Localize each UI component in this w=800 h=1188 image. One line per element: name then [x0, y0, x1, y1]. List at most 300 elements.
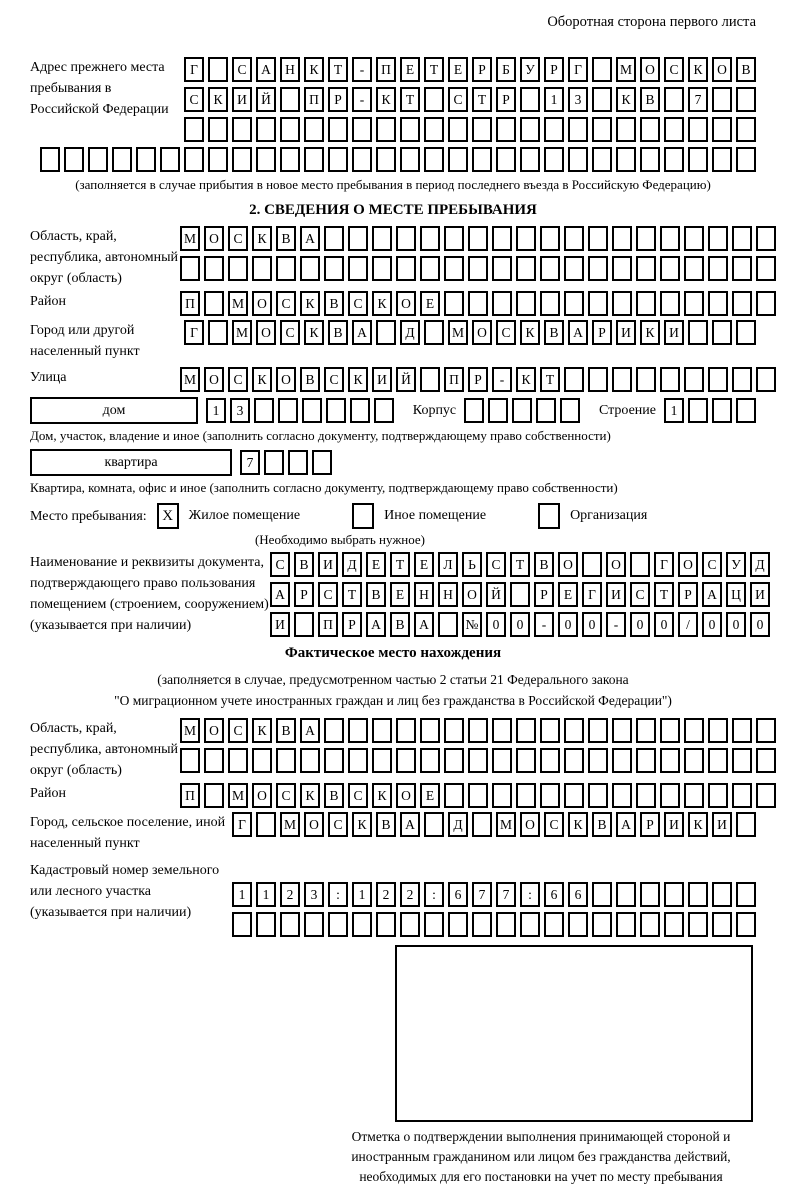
char-cell[interactable]: 3 [230, 398, 250, 423]
char-cell[interactable] [612, 291, 632, 316]
char-cell[interactable]: В [276, 718, 296, 743]
char-cell[interactable] [756, 256, 776, 281]
char-cell[interactable]: - [352, 57, 372, 82]
char-cell[interactable] [400, 147, 420, 172]
char-cell[interactable] [588, 748, 608, 773]
char-cell[interactable]: С [544, 812, 564, 837]
char-cell[interactable]: 0 [630, 612, 650, 637]
char-cell[interactable] [492, 256, 512, 281]
char-cell[interactable] [664, 117, 684, 142]
char-cell[interactable] [496, 147, 516, 172]
char-cell[interactable]: 0 [510, 612, 530, 637]
char-cell[interactable]: В [328, 320, 348, 345]
char-cell[interactable]: - [492, 367, 512, 392]
char-cell[interactable]: А [568, 320, 588, 345]
char-cell[interactable] [208, 147, 228, 172]
char-cell[interactable] [400, 117, 420, 142]
char-cell[interactable] [736, 117, 756, 142]
char-cell[interactable]: В [640, 87, 660, 112]
char-cell[interactable]: О [304, 812, 324, 837]
char-cell[interactable] [756, 748, 776, 773]
char-cell[interactable] [536, 398, 556, 423]
char-cell[interactable]: Е [390, 582, 410, 607]
char-cell[interactable] [712, 147, 732, 172]
char-cell[interactable] [420, 256, 440, 281]
char-cell[interactable] [712, 320, 732, 345]
char-cell[interactable] [276, 256, 296, 281]
char-cell[interactable]: 7 [688, 87, 708, 112]
char-cell[interactable]: 7 [472, 882, 492, 907]
char-cell[interactable] [684, 256, 704, 281]
char-cell[interactable] [564, 256, 584, 281]
char-cell[interactable] [684, 367, 704, 392]
char-cell[interactable]: О [712, 57, 732, 82]
char-cell[interactable]: С [448, 87, 468, 112]
checkbox-residential[interactable]: X [157, 503, 179, 529]
char-cell[interactable] [424, 320, 444, 345]
char-cell[interactable] [636, 748, 656, 773]
char-cell[interactable]: Т [328, 57, 348, 82]
char-cell[interactable] [304, 912, 324, 937]
char-cell[interactable]: 0 [702, 612, 722, 637]
char-cell[interactable]: П [304, 87, 324, 112]
char-cell[interactable] [348, 226, 368, 251]
char-cell[interactable] [88, 147, 108, 172]
char-cell[interactable] [444, 718, 464, 743]
char-cell[interactable]: О [276, 367, 296, 392]
char-cell[interactable] [640, 147, 660, 172]
char-cell[interactable]: О [678, 552, 698, 577]
char-cell[interactable] [448, 912, 468, 937]
char-cell[interactable] [540, 783, 560, 808]
char-cell[interactable] [736, 912, 756, 937]
char-cell[interactable] [736, 87, 756, 112]
char-cell[interactable]: Л [438, 552, 458, 577]
char-cell[interactable] [564, 783, 584, 808]
char-cell[interactable]: 0 [558, 612, 578, 637]
char-cell[interactable] [424, 812, 444, 837]
char-cell[interactable]: П [180, 291, 200, 316]
char-cell[interactable]: А [352, 320, 372, 345]
char-cell[interactable] [640, 117, 660, 142]
char-cell[interactable] [112, 147, 132, 172]
char-cell[interactable]: М [616, 57, 636, 82]
char-cell[interactable]: В [294, 552, 314, 577]
char-cell[interactable] [736, 320, 756, 345]
char-cell[interactable] [326, 398, 346, 423]
char-cell[interactable]: А [270, 582, 290, 607]
char-cell[interactable]: О [520, 812, 540, 837]
char-cell[interactable] [324, 256, 344, 281]
char-cell[interactable] [324, 718, 344, 743]
char-cell[interactable]: В [534, 552, 554, 577]
char-cell[interactable]: С [232, 57, 252, 82]
char-cell[interactable] [564, 291, 584, 316]
char-cell[interactable] [444, 783, 464, 808]
char-cell[interactable] [64, 147, 84, 172]
char-cell[interactable] [232, 912, 252, 937]
char-cell[interactable] [374, 398, 394, 423]
char-cell[interactable] [660, 783, 680, 808]
char-cell[interactable] [510, 582, 530, 607]
char-cell[interactable]: К [304, 320, 324, 345]
char-cell[interactable]: В [544, 320, 564, 345]
char-cell[interactable]: В [300, 367, 320, 392]
char-cell[interactable]: № [462, 612, 482, 637]
char-cell[interactable]: М [232, 320, 252, 345]
char-cell[interactable] [516, 718, 536, 743]
char-cell[interactable] [372, 718, 392, 743]
char-cell[interactable]: Ь [462, 552, 482, 577]
char-cell[interactable]: И [616, 320, 636, 345]
char-cell[interactable] [464, 398, 484, 423]
char-cell[interactable] [252, 256, 272, 281]
char-cell[interactable]: : [328, 882, 348, 907]
char-cell[interactable] [544, 117, 564, 142]
char-cell[interactable]: С [328, 812, 348, 837]
char-cell[interactable]: К [640, 320, 660, 345]
confirmation-mark-box[interactable] [395, 945, 753, 1122]
char-cell[interactable] [348, 718, 368, 743]
char-cell[interactable] [520, 147, 540, 172]
char-cell[interactable]: Г [184, 320, 204, 345]
char-cell[interactable]: 7 [496, 882, 516, 907]
char-cell[interactable] [520, 87, 540, 112]
char-cell[interactable] [444, 256, 464, 281]
char-cell[interactable] [588, 718, 608, 743]
char-cell[interactable] [664, 147, 684, 172]
char-cell[interactable]: 0 [750, 612, 770, 637]
char-cell[interactable]: Т [424, 57, 444, 82]
char-cell[interactable] [616, 882, 636, 907]
char-cell[interactable] [264, 450, 284, 475]
char-cell[interactable] [564, 718, 584, 743]
char-cell[interactable]: - [534, 612, 554, 637]
char-cell[interactable] [376, 320, 396, 345]
char-cell[interactable]: И [712, 812, 732, 837]
char-cell[interactable]: К [568, 812, 588, 837]
char-cell[interactable]: Й [396, 367, 416, 392]
char-cell[interactable] [376, 117, 396, 142]
char-cell[interactable]: О [472, 320, 492, 345]
char-cell[interactable] [396, 718, 416, 743]
char-cell[interactable] [256, 912, 276, 937]
char-cell[interactable] [232, 147, 252, 172]
char-cell[interactable] [516, 783, 536, 808]
char-cell[interactable]: 2 [400, 882, 420, 907]
char-cell[interactable] [40, 147, 60, 172]
char-cell[interactable]: К [208, 87, 228, 112]
char-cell[interactable]: А [300, 226, 320, 251]
char-cell[interactable] [256, 117, 276, 142]
char-cell[interactable]: Г [654, 552, 674, 577]
char-cell[interactable]: И [750, 582, 770, 607]
char-cell[interactable]: С [348, 291, 368, 316]
char-cell[interactable] [444, 226, 464, 251]
char-cell[interactable]: 0 [582, 612, 602, 637]
char-cell[interactable]: А [300, 718, 320, 743]
char-cell[interactable] [204, 291, 224, 316]
char-cell[interactable] [544, 912, 564, 937]
char-cell[interactable] [468, 748, 488, 773]
char-cell[interactable]: И [606, 582, 626, 607]
char-cell[interactable] [516, 256, 536, 281]
char-cell[interactable]: О [204, 226, 224, 251]
char-cell[interactable] [184, 117, 204, 142]
char-cell[interactable] [512, 398, 532, 423]
char-cell[interactable]: И [664, 320, 684, 345]
char-cell[interactable]: Т [654, 582, 674, 607]
char-cell[interactable] [568, 912, 588, 937]
char-cell[interactable]: О [252, 291, 272, 316]
char-cell[interactable]: 3 [304, 882, 324, 907]
char-cell[interactable] [568, 147, 588, 172]
char-cell[interactable] [204, 256, 224, 281]
char-cell[interactable]: П [180, 783, 200, 808]
char-cell[interactable] [708, 718, 728, 743]
char-cell[interactable]: И [372, 367, 392, 392]
char-cell[interactable] [204, 783, 224, 808]
char-cell[interactable]: 6 [544, 882, 564, 907]
char-cell[interactable]: Р [640, 812, 660, 837]
char-cell[interactable]: С [228, 367, 248, 392]
char-cell[interactable] [472, 147, 492, 172]
char-cell[interactable] [736, 398, 756, 423]
char-cell[interactable] [660, 367, 680, 392]
char-cell[interactable] [372, 226, 392, 251]
char-cell[interactable]: С [630, 582, 650, 607]
char-cell[interactable] [496, 117, 516, 142]
char-cell[interactable] [712, 398, 732, 423]
char-cell[interactable] [684, 226, 704, 251]
char-cell[interactable]: 1 [206, 398, 226, 423]
char-cell[interactable] [280, 912, 300, 937]
char-cell[interactable]: Д [750, 552, 770, 577]
char-cell[interactable] [708, 256, 728, 281]
char-cell[interactable] [204, 748, 224, 773]
char-cell[interactable]: 7 [240, 450, 260, 475]
char-cell[interactable]: Е [414, 552, 434, 577]
char-cell[interactable]: Т [342, 582, 362, 607]
char-cell[interactable] [540, 226, 560, 251]
char-cell[interactable]: К [688, 812, 708, 837]
char-cell[interactable] [612, 783, 632, 808]
char-cell[interactable] [540, 748, 560, 773]
char-cell[interactable]: Т [472, 87, 492, 112]
char-cell[interactable] [640, 912, 660, 937]
char-cell[interactable] [208, 57, 228, 82]
char-cell[interactable] [712, 882, 732, 907]
char-cell[interactable]: С [324, 367, 344, 392]
char-cell[interactable]: А [256, 57, 276, 82]
char-cell[interactable] [424, 117, 444, 142]
char-cell[interactable] [732, 291, 752, 316]
char-cell[interactable]: 3 [568, 87, 588, 112]
char-cell[interactable] [468, 783, 488, 808]
char-cell[interactable] [228, 748, 248, 773]
char-cell[interactable]: : [520, 882, 540, 907]
char-cell[interactable]: Р [342, 612, 362, 637]
char-cell[interactable]: П [376, 57, 396, 82]
char-cell[interactable] [588, 783, 608, 808]
char-cell[interactable] [208, 320, 228, 345]
char-cell[interactable]: К [520, 320, 540, 345]
char-cell[interactable]: М [180, 226, 200, 251]
char-cell[interactable] [708, 748, 728, 773]
char-cell[interactable]: И [232, 87, 252, 112]
char-cell[interactable]: А [400, 812, 420, 837]
char-cell[interactable] [328, 147, 348, 172]
char-cell[interactable]: А [414, 612, 434, 637]
char-cell[interactable] [376, 147, 396, 172]
char-cell[interactable] [612, 748, 632, 773]
char-cell[interactable] [732, 226, 752, 251]
char-cell[interactable] [444, 291, 464, 316]
char-cell[interactable] [516, 748, 536, 773]
char-cell[interactable] [640, 882, 660, 907]
char-cell[interactable]: Р [472, 57, 492, 82]
char-cell[interactable] [254, 398, 274, 423]
char-cell[interactable] [708, 367, 728, 392]
char-cell[interactable] [588, 256, 608, 281]
char-cell[interactable] [736, 147, 756, 172]
char-cell[interactable] [588, 226, 608, 251]
char-cell[interactable]: Е [558, 582, 578, 607]
char-cell[interactable] [708, 226, 728, 251]
char-cell[interactable]: В [592, 812, 612, 837]
char-cell[interactable]: - [352, 87, 372, 112]
char-cell[interactable]: Г [232, 812, 252, 837]
char-cell[interactable]: Р [468, 367, 488, 392]
char-cell[interactable]: О [252, 783, 272, 808]
char-cell[interactable]: О [256, 320, 276, 345]
char-cell[interactable]: А [702, 582, 722, 607]
char-cell[interactable] [312, 450, 332, 475]
char-cell[interactable] [488, 398, 508, 423]
char-cell[interactable]: С [270, 552, 290, 577]
char-cell[interactable] [400, 912, 420, 937]
char-cell[interactable]: С [496, 320, 516, 345]
char-cell[interactable] [736, 882, 756, 907]
char-cell[interactable]: К [252, 226, 272, 251]
char-cell[interactable] [684, 291, 704, 316]
char-cell[interactable]: : [424, 882, 444, 907]
char-cell[interactable]: С [228, 718, 248, 743]
char-cell[interactable] [350, 398, 370, 423]
char-cell[interactable]: Б [496, 57, 516, 82]
char-cell[interactable]: О [204, 718, 224, 743]
char-cell[interactable] [612, 256, 632, 281]
char-cell[interactable] [564, 748, 584, 773]
char-cell[interactable] [592, 912, 612, 937]
char-cell[interactable] [684, 718, 704, 743]
char-cell[interactable] [420, 367, 440, 392]
char-cell[interactable]: С [184, 87, 204, 112]
char-cell[interactable] [278, 398, 298, 423]
char-cell[interactable]: Е [366, 552, 386, 577]
char-cell[interactable] [660, 226, 680, 251]
char-cell[interactable] [564, 367, 584, 392]
char-cell[interactable]: О [558, 552, 578, 577]
char-cell[interactable] [612, 226, 632, 251]
char-cell[interactable]: 1 [544, 87, 564, 112]
char-cell[interactable]: Д [448, 812, 468, 837]
char-cell[interactable] [424, 912, 444, 937]
char-cell[interactable]: О [204, 367, 224, 392]
char-cell[interactable]: В [324, 291, 344, 316]
char-cell[interactable] [492, 226, 512, 251]
char-cell[interactable]: Р [544, 57, 564, 82]
char-cell[interactable]: Г [184, 57, 204, 82]
char-cell[interactable] [352, 117, 372, 142]
char-cell[interactable] [630, 552, 650, 577]
char-cell[interactable]: Н [414, 582, 434, 607]
char-cell[interactable]: 1 [256, 882, 276, 907]
char-cell[interactable] [564, 226, 584, 251]
char-cell[interactable] [684, 783, 704, 808]
char-cell[interactable] [136, 147, 156, 172]
char-cell[interactable] [492, 783, 512, 808]
char-cell[interactable] [280, 147, 300, 172]
char-cell[interactable]: К [352, 812, 372, 837]
char-cell[interactable] [540, 291, 560, 316]
char-cell[interactable] [372, 748, 392, 773]
char-cell[interactable]: А [366, 612, 386, 637]
char-cell[interactable] [256, 147, 276, 172]
char-cell[interactable]: Й [486, 582, 506, 607]
char-cell[interactable]: 6 [568, 882, 588, 907]
char-cell[interactable] [468, 291, 488, 316]
char-cell[interactable]: Р [592, 320, 612, 345]
char-cell[interactable] [496, 912, 516, 937]
char-cell[interactable] [424, 87, 444, 112]
char-cell[interactable] [664, 87, 684, 112]
char-cell[interactable]: С [664, 57, 684, 82]
char-cell[interactable] [732, 748, 752, 773]
char-cell[interactable] [612, 718, 632, 743]
char-cell[interactable] [592, 87, 612, 112]
char-cell[interactable]: К [376, 87, 396, 112]
char-cell[interactable]: У [520, 57, 540, 82]
char-cell[interactable] [324, 226, 344, 251]
char-cell[interactable]: К [300, 291, 320, 316]
char-cell[interactable]: 0 [726, 612, 746, 637]
char-cell[interactable]: Р [294, 582, 314, 607]
char-cell[interactable] [732, 367, 752, 392]
char-cell[interactable] [492, 291, 512, 316]
char-cell[interactable] [560, 398, 580, 423]
char-cell[interactable]: П [444, 367, 464, 392]
char-cell[interactable] [732, 718, 752, 743]
char-cell[interactable] [616, 117, 636, 142]
char-cell[interactable] [540, 718, 560, 743]
char-cell[interactable]: В [376, 812, 396, 837]
char-cell[interactable] [448, 117, 468, 142]
char-cell[interactable] [592, 117, 612, 142]
checkbox-organization[interactable] [538, 503, 560, 529]
char-cell[interactable] [684, 748, 704, 773]
char-cell[interactable] [664, 882, 684, 907]
char-cell[interactable]: И [270, 612, 290, 637]
char-cell[interactable] [328, 912, 348, 937]
char-cell[interactable]: М [280, 812, 300, 837]
char-cell[interactable]: О [462, 582, 482, 607]
char-cell[interactable] [228, 256, 248, 281]
char-cell[interactable] [712, 912, 732, 937]
char-cell[interactable]: 6 [448, 882, 468, 907]
char-cell[interactable] [660, 291, 680, 316]
char-cell[interactable]: 2 [280, 882, 300, 907]
